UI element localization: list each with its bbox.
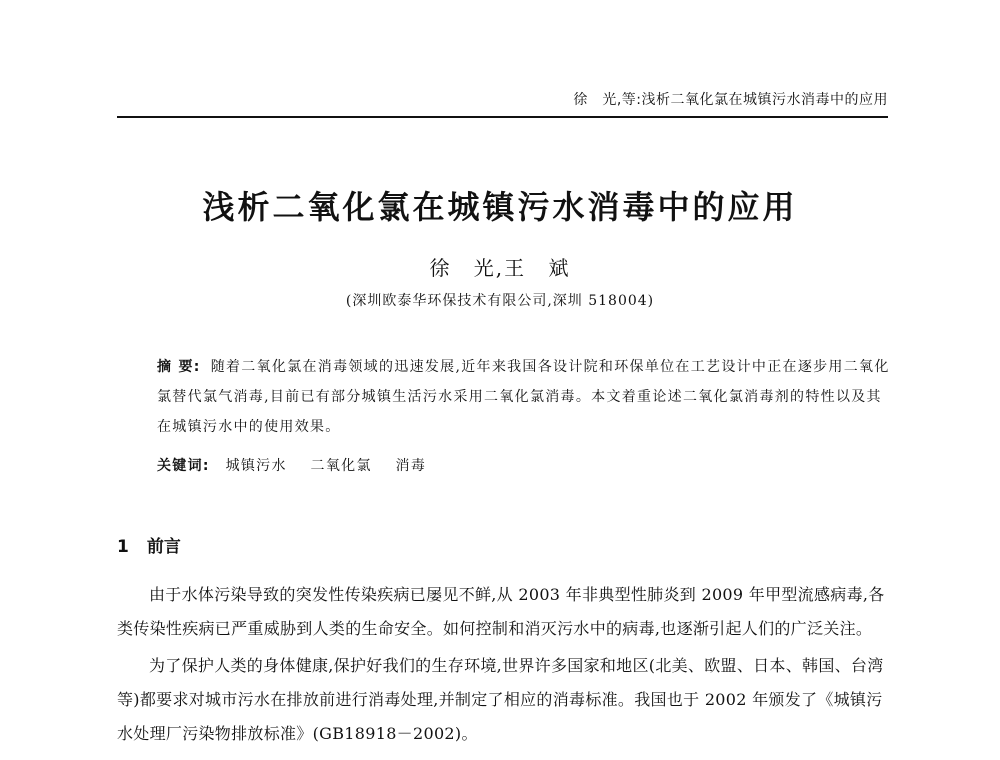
header-rule <box>117 116 888 118</box>
abstract-label: 摘 要: <box>157 359 201 375</box>
keyword-item: 消毒 <box>395 458 427 474</box>
section-heading <box>117 532 181 557</box>
author-line: 徐 光,王 斌 <box>429 256 571 280</box>
keyword-item: 二氧化氯 <box>310 458 372 474</box>
section-number: 1 <box>117 537 129 557</box>
paper-title: 浅析二氧化氯在城镇污水消毒中的应用 <box>202 188 798 226</box>
body-text <box>117 578 888 754</box>
affiliation-line: (深圳欧泰华环保技术有限公司,深圳 518004) <box>345 293 655 309</box>
keyword-item: 城镇污水 <box>225 458 287 474</box>
body-paragraph: 为了保护人类的身体健康,保护好我们的生存环境,世界许多国家和地区(北美、欧盟、日本、韩国、台湾等)都要求对城市污水在排放前进行消毒处理,并制定了相应的消毒标准。我国也于 2002 年颁发了《城镇污水处理厂污染物排放标准》(GB18918－2002)。 <box>117 656 884 743</box>
abstract-block <box>157 352 892 442</box>
abstract-text: 随着二氧化氯在消毒领域的迅速发展,近年来我国各设计院和环保单位在工艺设计中正在逐步用二氧化氯替代氯气消毒,目前已有部分城镇生活污水采用二氧化氯消毒。本文着重论述二氧化氯消毒剂的特性以及其在城镇污水中的使用效果。 <box>157 359 890 435</box>
section-title: 前言 <box>146 537 181 557</box>
abstract-paragraph <box>157 352 892 442</box>
running-head: 徐 光,等:浅析二氧化氯在城镇污水消毒中的应用 <box>573 92 888 108</box>
keywords-label: 关键词: <box>157 458 210 474</box>
keywords-line <box>157 451 892 481</box>
body-paragraph: 由于水体污染导致的突发性传染疾病已屡见不鲜,从 2003 年非典型性肺炎到 2009 年甲型流感病毒,各类传染性疾病已严重威胁到人类的生命安全。如何控制和消灭污水中的病毒,也逐渐引起人们的广泛关注。 <box>117 585 885 638</box>
